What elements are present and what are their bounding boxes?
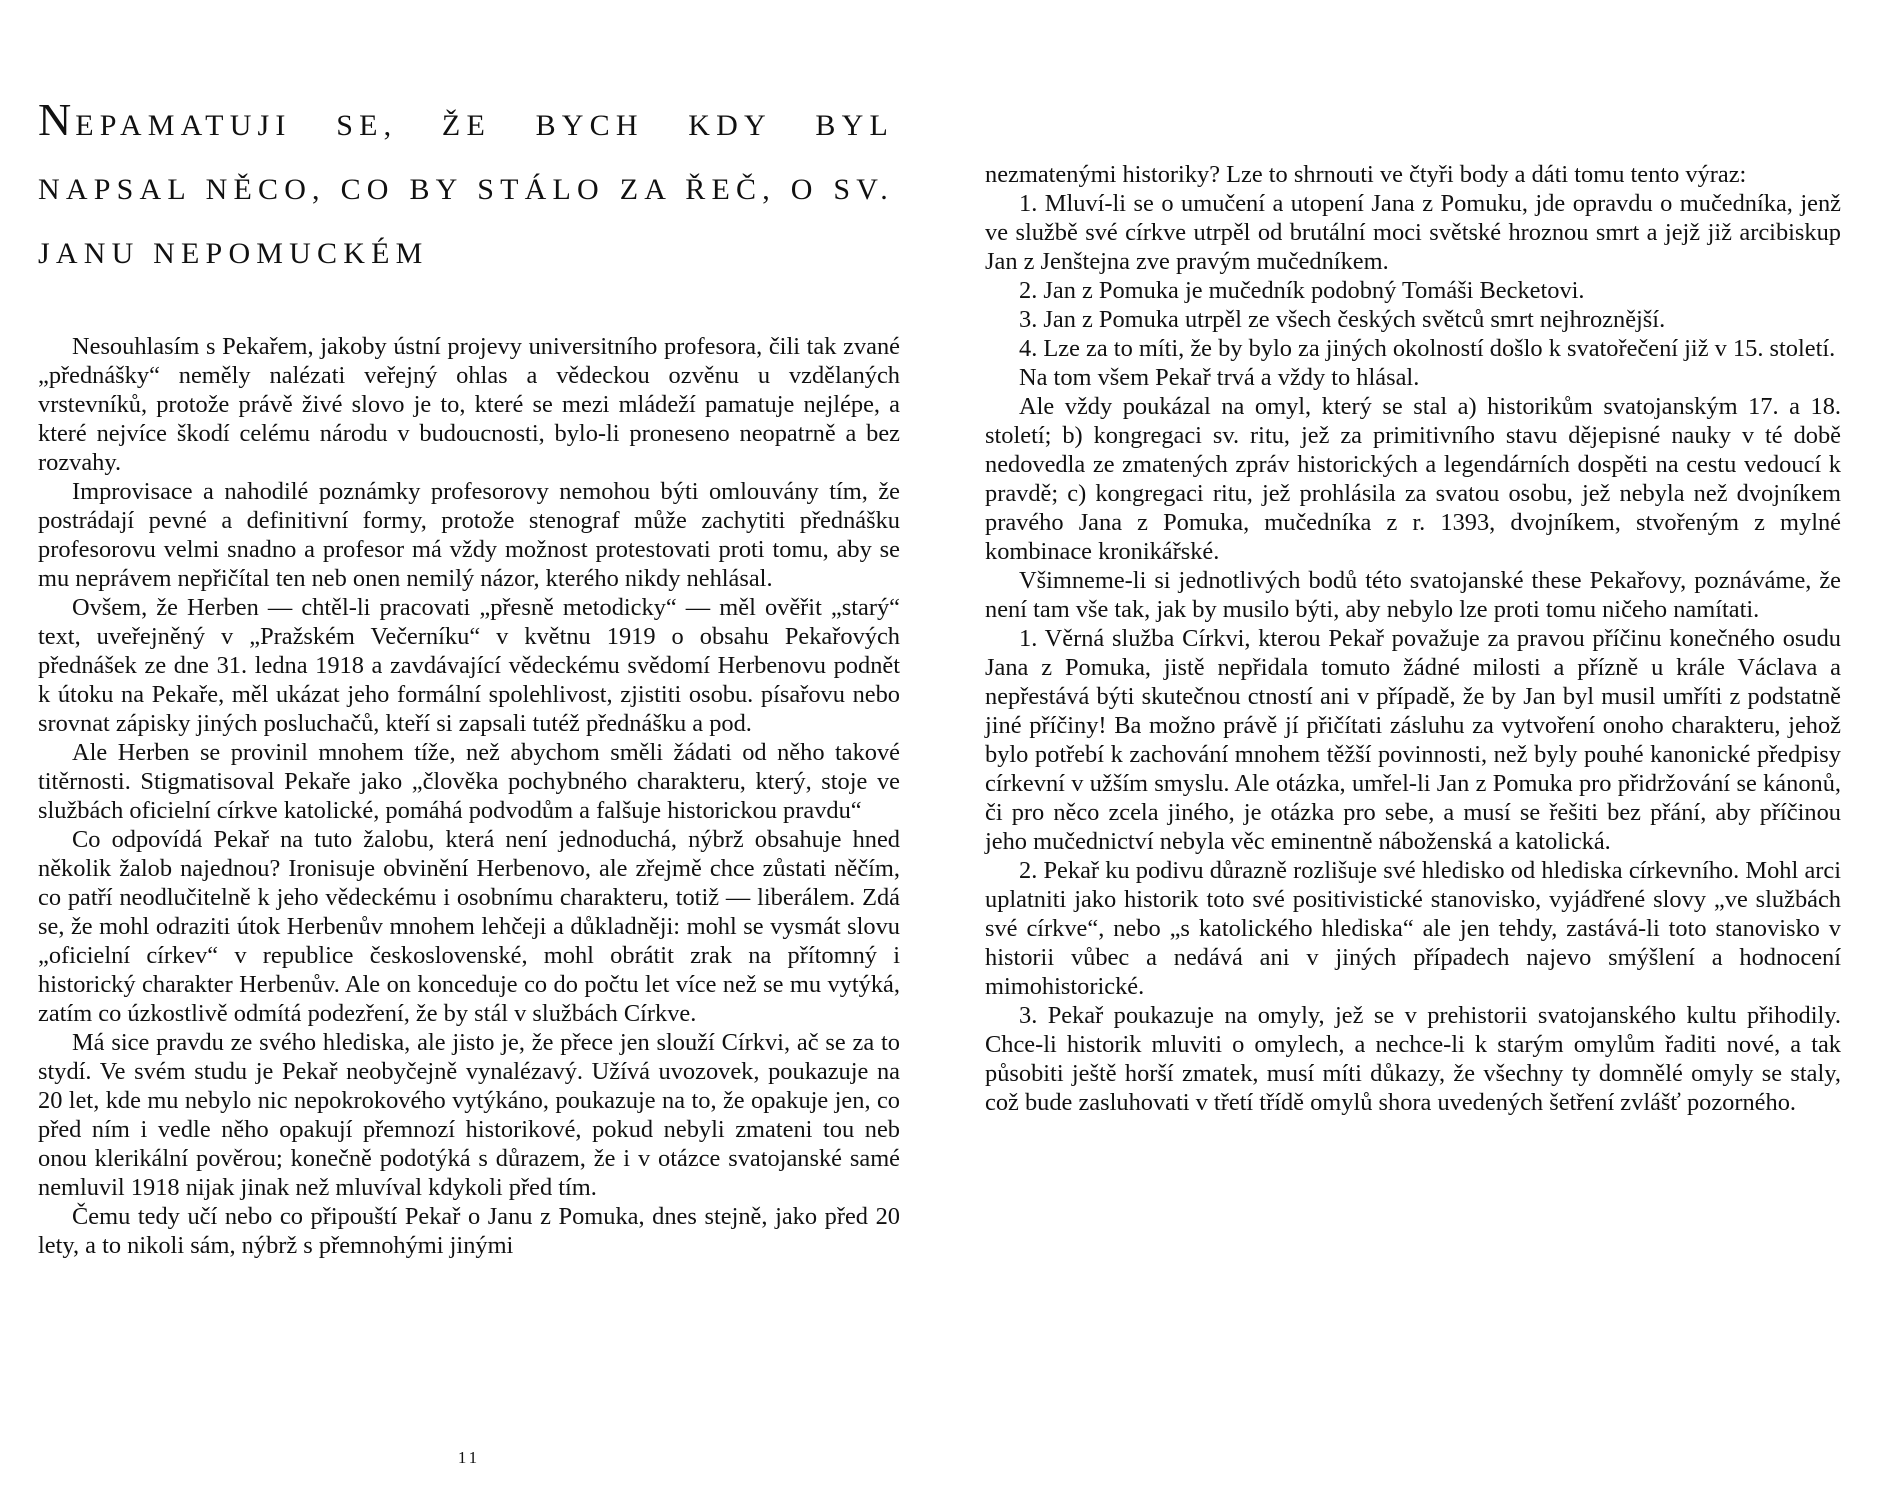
right-page (985, 0, 1841, 1117)
page-number: 11 (457, 1448, 481, 1467)
left-page-body (38, 332, 900, 1260)
right-page-body (985, 160, 1841, 1117)
heading-text: EPAMATUJI SE, ŽE BYCH KDY BYL NAPSAL NĚCO, CO BY STÁLO ZA ŘEČ, O SV. JANU NEPOMUCKÉM (38, 109, 894, 270)
paragraph: Všimneme-li si jednotlivých bodů této svatojanské these Pekařovy, poznáváme, že není tam vše tak, jak by musilo býti, aby nebylo lze proti tomu ničeho namítati. (985, 567, 1841, 623)
paragraph: 3. Pekař poukazuje na omyly, jež se v prehistorii svatojanského kultu přihodily. Chce-li historik mluviti o omylech, a nechce-li k starým omylům řaditi nové, a tak působiti ještě horší zmatek, musí míti důkazy, že všechny ty domnělé omyly se staly, což bude zasluhovati v třetí třídě omylů shora uvedených šetření zvlášť pozorného. (985, 1002, 1841, 1116)
paragraph: 3. Jan z Pomuka utrpěl ze všech českých světců smrt nejhroznější. (1019, 306, 1666, 333)
paragraph: nezmatenými historiky? Lze to shrnouti ve čtyři body a dáti tomu tento výraz: (985, 161, 1747, 188)
paragraph: Ale Herben se provinil mnohem tíže, než abychom směli žádati od něho takové titěrnosti. Stigmatisoval Pekaře jako „člověka pochybného charakteru, který, stoje ve službách oficielní církve katolické, pomáhá podvodům a falšuje historickou pravdu“ (38, 739, 900, 824)
chapter-heading (38, 88, 900, 286)
paragraph: Improvisace a nahodilé poznámky profesorovy nemohou býti omlouvány tím, že postrádají pevné a definitivní formy, protože stenograf může zachytiti přednášku profesorovu velmi snadno a profesor má vždy možnost protestovati proti tomu, aby se mu neprávem nepřičítal ten neb onen nemilý názor, kterého nikdy nehlásal. (38, 478, 900, 592)
paragraph: 2. Jan z Pomuka je mučedník podobný Tomáši Becketovi. (1019, 277, 1585, 304)
paragraph: 1. Věrná služba Církvi, kterou Pekař považuje za pravou příčinu konečného osudu Jana z Pomuka, jistě nepřidala tomuto žádné milosti a přízně u krále Václava a nepřestává býti skutečnou ctností ani v případě, že by Jan byl musil umříti z podstatně jiné příčiny! Ba možno právě jí přičítati zásluhu za vytvoření onoho charakteru, jehož bylo potřebí k zachování mnohem těžší povinnosti, než byly pouhé kanonické předpisy církevní v užším smyslu. Ale otázka, umřel-li Jan z Pomuka pro přidržování se kánonů, či pro něco zcela jiného, je otázka pro sebe, a musí se řešiti bez přání, aby příčinou jeho mučednictví nebyla věc eminentně náboženská a katolická. (985, 625, 1841, 855)
paragraph: Na tom všem Pekař trvá a vždy to hlásal. (1019, 364, 1420, 391)
paragraph: 1. Mluví-li se o umučení a utopení Jana z Pomuku, jde opravdu o mučedníka, jenž ve službě své církve utrpěl od brutální moci světské hroznou smrt a jejž již arcibiskup Jan z Jenštejna zve pravým mučedníkem. (985, 190, 1841, 275)
paragraph: Má sice pravdu ze svého hlediska, ale jisto je, že přece jen slouží Církvi, ač se za to stydí. Ve svém studu je Pekař neobyčejně vynalézavý. Užívá uvozovek, poukazuje na 20 let, kde mu nebylo nic nepokrokového vytýkáno, poukazuje na to, že opakuje jen, co před ním i vedle něho opakují přemnozí historikové, pokud nebyli zmateni tou neb onou klerikální pověrou; konečně podotýká s důrazem, že i v otázce svatojanské samé nemluvil 1918 nijak jinak než mluvíval kdykoli před tím. (38, 1029, 900, 1201)
heading-initial: N (38, 94, 76, 145)
paragraph: Nesouhlasím s Pekařem, jakoby ústní projevy universitního profesora, čili tak zvané „přednášky“ neměly nalézati veřejný ohlas a vědeckou ozvěnu u vzdělaných vrstevníků, protože právě živé slovo je to, které se mezi mládeží pamatuje nejlépe, a které nejvíce škodí celému národu v budoucnosti, bylo-li proneseno neopatrně a bez rozvahy. (38, 333, 900, 476)
paragraph: Čemu tedy učí nebo co připouští Pekař o Janu z Pomuka, dnes stejně, jako před 20 lety, a to nikoli sám, nýbrž s přemnohými jinými (38, 1203, 900, 1259)
paragraph: 4. Lze za to míti, že by bylo za jiných okolností došlo k svatořečení již v 15. století. (1019, 335, 1836, 362)
paragraph: Ovšem, že Herben — chtěl-li pracovati „přesně metodicky“ — měl ověřit „starý“ text, uveřejněný v „Pražském Večerníku“ v květnu 1919 o obsahu Pekařových přednášek ze dne 31. ledna 1918 a zavdávající vědeckému svědomí Herbenovu podnět k útoku na Pekaře, měl ukázat jeho formální spolehlivost, zjistiti osobu. písařovu nebo srovnat zápisky jiných posluchačů, kteří si zapsali tutéž přednášku a pod. (38, 594, 900, 737)
paragraph: Co odpovídá Pekař na tuto žalobu, která není jednoduchá, nýbrž obsahuje hned několik žalob najednou? Ironisuje obvinění Herbenovo, ale zřejmě chce zůstati něčím, co patří neodlučitelně k jeho vědeckému i osobnímu charakteru, totiž — liberálem. Zdá se, že mohl odraziti útok Herbenův mnohem lehčeji a důkladněji: mohl se vysmát slovu „oficielní církev“ v republice československé, mohl obrátit zrak na přítomný i historický charakter Herbenův. Ale on konceduje co do počtu let více než se mu vytýká, zatím co úzkostlivě odmítá podezření, že by stál v službách Církve. (38, 826, 900, 1027)
paragraph: 2. Pekař ku podivu důrazně rozlišuje své hledisko od hlediska církevního. Mohl arci uplatniti jako historik toto své positivistické stanovisko, vyjádřené slovy „ve službách své církve“, nebo „s katolického hlediska“ ale jen tehdy, zastává-li toto stanovisko v historii vůbec a nedává ani v jiných případech najevo smýšlení a hodnocení mimohistorické. (985, 857, 1841, 1000)
left-page (38, 0, 900, 1467)
paragraph: Ale vždy poukázal na omyl, který se stal a) historikům svatojanským 17. a 18. století; b) kongregaci sv. ritu, jež za primitivního stavu dějepisné nauky v té době nedovedla ze zmatených zpráv historických a legendárních dospěti na cestu vedoucí k pravdě; c) kongregaci ritu, jež prohlásila za svatou osobu, jež nebyla než dvojníkem pravého Jana z Pomuka, mučedníka z r. 1393, dvojníkem, stvořeným z mylné kombinace kronikářské. (985, 393, 1841, 565)
